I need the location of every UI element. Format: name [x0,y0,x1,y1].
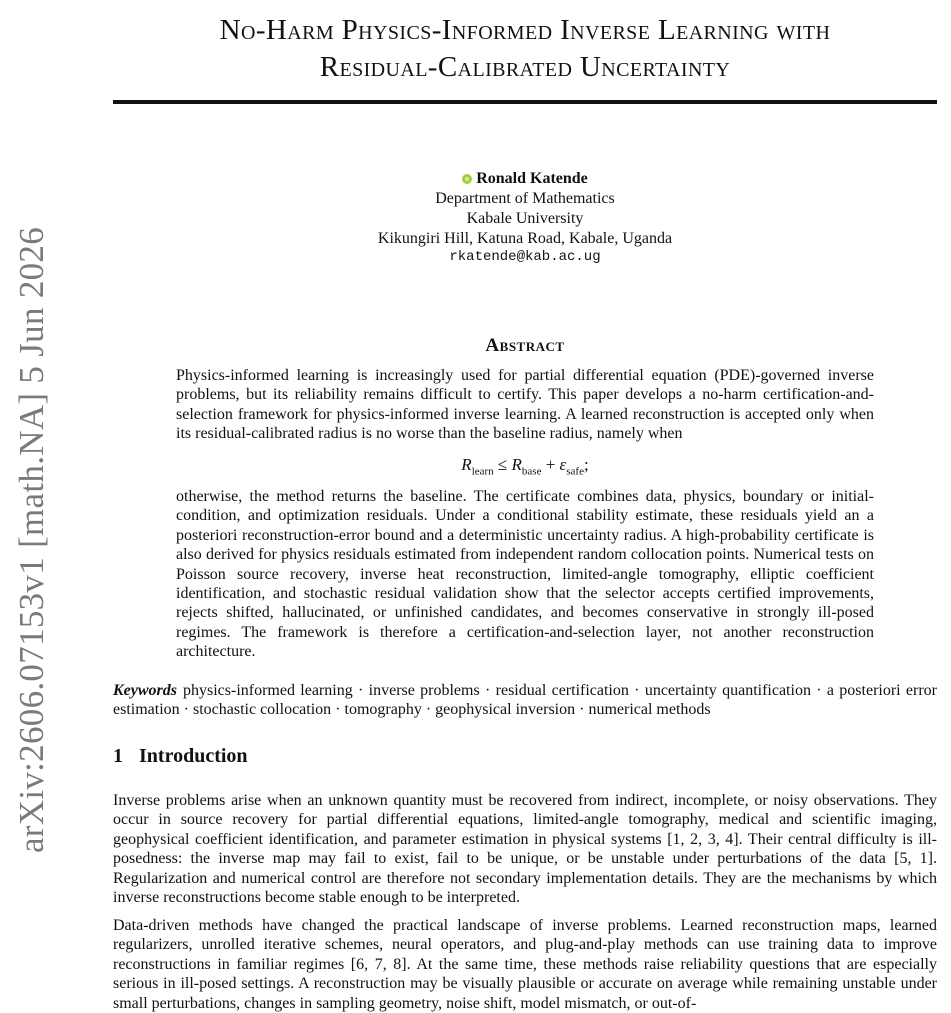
equation-rhs1: R [511,455,522,474]
orcid-icon[interactable] [462,174,472,184]
section-number: 1 [113,745,123,767]
section-title: Introduction [139,745,248,767]
author-block [113,169,937,268]
intro-paragraph-2: Data-driven methods have changed the practical landscape of inverse problems. Learned reconstruction maps, learned regularizers, unrolled iterative schemes, neural operators, and plug-and-play methods can use training data to improve reconstructions in familiar regimes [6, 7, 8]. At the same time, these methods raise reliability questions that are especially serious in ill-posed settings. A reconstruction may be visually plausible or accurate on average while remaining unstable under small perturbations, changes in sampling geometry, noise shift, model mismatch, or out-of- [113,917,937,1012]
author-address: Kikungiri Hill, Katuna Road, Kabale, Uganda [377,229,673,247]
abstract-equation [176,455,874,477]
equation-relation: ≤ [497,455,508,474]
paper-title-line-1: No-Harm Physics-Informed Inverse Learning with [219,14,831,46]
title-rule [113,100,937,104]
intro-paragraph-1: Inverse problems arise when an unknown quantity must be recovered from indirect, incomplete, or noisy observations. They occur in source recovery for partial differential equations, limited-angle tomography, medical and scientific imaging, geophysical coefficient identification, and parameter estimation in physical systems [1, 2, 3, 4]. Their central difficulty is ill-posedness: the inverse map may fail to exist, fail to be unique, or be unstable under perturbations of the data [5, 1]. Regularization and numerical control are therefore not secondary implementation details. They are the mechanisms by which inverse reconstructions become stable enough to be interpreted. [113,792,937,907]
equation-lhs: R [461,455,472,474]
abstract-heading: Abstract [485,335,565,356]
author-name [462,169,588,189]
keywords-label: Keywords [113,682,177,699]
equation-rhs1-sub: base [521,465,542,478]
equation-rhs2-sub: safe [566,465,584,478]
author-university: Kabale University [466,209,584,227]
abstract-paragraph-1: Physics-informed learning is increasingly used for partial differential equation (PDE)-governed inverse problems, but its reliability remains difficult to certify. This paper develops a no-harm certification-and-selection framework for physics-informed inverse learning. A learned reconstruction is accepted only when its residual-calibrated radius is no worse than the baseline radius, namely when [176,367,874,443]
author-department: Department of Mathematics [435,190,615,208]
equation-lhs-sub: learn [471,465,494,478]
equation-plus: + [545,455,556,474]
author-name-text: Ronald Katende [476,170,588,187]
equation-rhs2: ε [559,455,567,474]
equation-end: ; [583,455,589,474]
author-email[interactable]: rkatende@kab.ac.ug [449,249,601,266]
section-heading-introduction [113,745,248,768]
paper-title-line-2: Residual-Calibrated Uncertainty [319,51,731,83]
arxiv-identifier-stamp: arXiv:2606.07153v1 [math.NA] 5 Jun 2026 [12,226,51,854]
paper-title [112,12,938,86]
keywords-text: physics-informed learning · inverse problems · residual certification · uncertainty quantification · a posteriori error estimation · stochastic collocation · tomography · geophysical inversion · numerical methods [113,682,937,719]
keywords [113,681,937,720]
abstract-paragraph-2: otherwise, the method returns the baseline. The certificate combines data, physics, boundary or initial-condition, and optimization residuals. Under a conditional stability estimate, these residuals yield an a posteriori reconstruction-error bound and a deterministic uncertainty radius. A high-probability certificate is also derived for physics residuals estimated from independent random collocation points. Numerical tests on Poisson source recovery, inverse heat reconstruction, limited-angle tomography, elliptic coefficient identification, and stochastic residual validation show that the selector accepts certified improvements, rejects shifted, hallucinated, or unfinished candidates, and becomes conservative in strongly ill-posed regimes. The framework is therefore a certification-and-selection layer, not another reconstruction architecture. [176,488,874,661]
